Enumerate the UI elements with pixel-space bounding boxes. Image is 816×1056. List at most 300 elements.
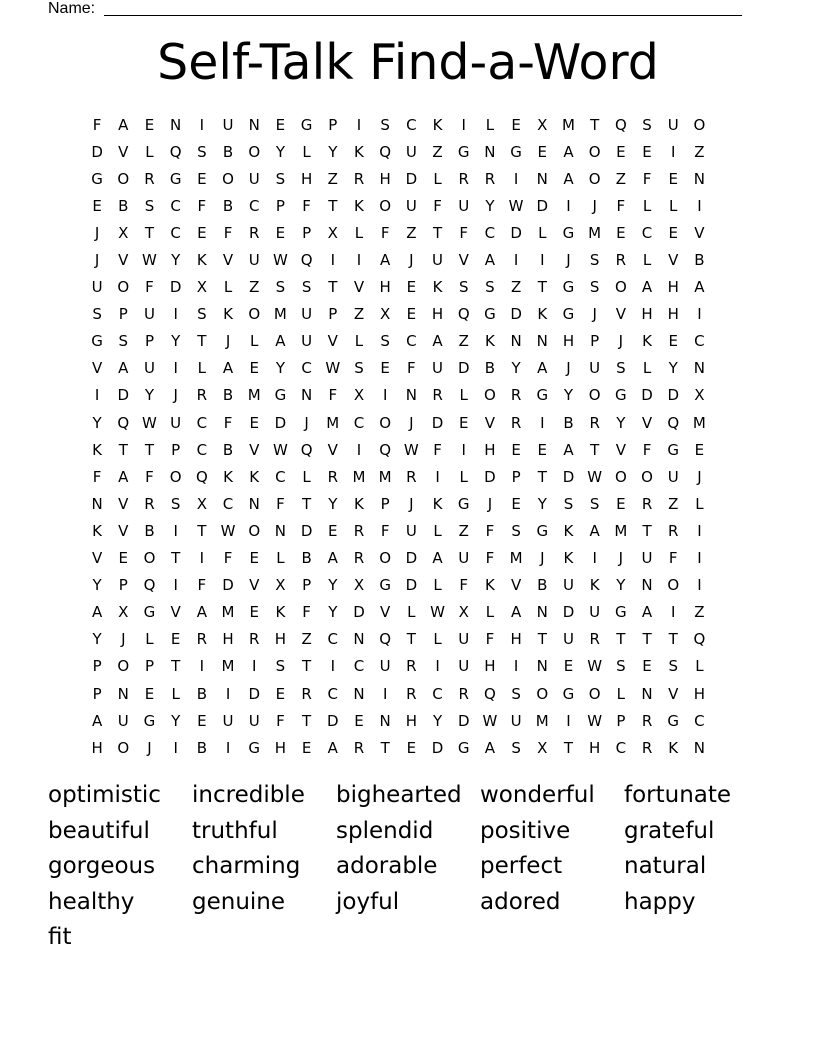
word-list-item: positive xyxy=(480,817,571,844)
grid-letter: N xyxy=(536,332,548,351)
grid-letter: H xyxy=(274,630,287,649)
grid-letter: J xyxy=(697,467,702,486)
grid-letter: Y xyxy=(328,576,338,595)
grid-letter: Y xyxy=(328,494,338,513)
grid-letter: D xyxy=(405,576,418,595)
grid-letter: T xyxy=(406,630,416,649)
grid-letter: Z xyxy=(249,278,260,297)
word-list-item: adored xyxy=(480,888,561,915)
grid-letter: N xyxy=(300,386,313,405)
grid-letter: D xyxy=(169,278,182,297)
grid-row xyxy=(84,246,713,273)
word-list-item: fit xyxy=(48,924,72,950)
grid-letter: I xyxy=(173,738,178,757)
grid-letter: U xyxy=(641,549,653,568)
grid-letter: D xyxy=(510,223,522,242)
grid-letter: W xyxy=(403,440,419,459)
grid-letter: T xyxy=(590,440,600,459)
grid-letter: K xyxy=(537,305,548,324)
grid-letter: O xyxy=(169,467,182,486)
grid-letter: B xyxy=(196,684,207,703)
grid-letter: C xyxy=(301,359,312,378)
grid-letter: M xyxy=(273,305,287,324)
grid-letter: N xyxy=(274,521,287,540)
grid-letter: Y xyxy=(171,251,181,270)
grid-letter: D xyxy=(667,386,679,405)
grid-letter: O xyxy=(248,305,261,324)
grid-letter: U xyxy=(301,305,313,324)
grid-letter: I xyxy=(356,251,362,270)
grid-letter: C xyxy=(641,223,653,242)
grid-letter: A xyxy=(275,332,286,351)
grid-letter: U xyxy=(458,657,470,676)
grid-letter: Q xyxy=(379,440,392,459)
grid-letter: R xyxy=(668,521,679,540)
grid-letter: V xyxy=(327,440,338,459)
grid-letter: T xyxy=(328,278,338,297)
grid-letter: U xyxy=(117,711,129,730)
grid-letter: S xyxy=(301,278,312,297)
grid-letter: F xyxy=(276,494,285,513)
grid-letter: A xyxy=(118,115,129,134)
grid-letter: V xyxy=(118,142,129,161)
grid-letter: U xyxy=(562,630,574,649)
grid-letter: N xyxy=(353,684,365,703)
grid-letter: U xyxy=(458,196,470,215)
grid-row xyxy=(84,355,713,382)
grid-letter: W xyxy=(142,413,157,432)
grid-letter: R xyxy=(615,251,627,270)
grid-letter: E xyxy=(118,549,129,568)
grid-letter: O xyxy=(588,684,601,703)
grid-letter: F xyxy=(459,223,469,242)
grid-letter: C xyxy=(222,494,234,513)
grid-letter: A xyxy=(432,549,443,568)
grid-letter: T xyxy=(642,630,652,649)
grid-letter: P xyxy=(328,305,338,324)
grid-letter: I xyxy=(173,521,178,540)
grid-letter: H xyxy=(431,305,444,324)
grid-letter: E xyxy=(668,332,678,351)
word-list-item: beautiful xyxy=(48,817,150,844)
grid-letter: P xyxy=(380,494,390,513)
grid-letter: K xyxy=(196,251,207,270)
grid-letter: Z xyxy=(432,142,443,161)
grid-letter: X xyxy=(694,386,705,405)
grid-letter: F xyxy=(197,196,207,215)
grid-letter: N xyxy=(117,684,129,703)
grid-row xyxy=(84,219,713,246)
grid-letter: A xyxy=(484,738,496,757)
grid-letter: X xyxy=(353,386,365,405)
grid-letter: W xyxy=(220,521,236,540)
grid-letter: I xyxy=(330,657,335,676)
grid-letter: K xyxy=(354,142,364,161)
grid-letter: U xyxy=(589,359,601,378)
grid-letter: U xyxy=(379,657,391,676)
grid-letter: Z xyxy=(668,494,679,513)
grid-letter: J xyxy=(618,549,624,568)
grid-letter: N xyxy=(693,738,706,757)
grid-letter: H xyxy=(274,738,287,757)
grid-letter: N xyxy=(405,386,417,405)
grid-letter: O xyxy=(379,413,392,432)
word-list-item: joyful xyxy=(336,888,400,915)
grid-letter: Y xyxy=(668,359,678,378)
grid-letter: O xyxy=(379,549,392,568)
grid-letter: A xyxy=(222,359,234,378)
grid-letter: L xyxy=(276,549,285,568)
word-list-item: adorable xyxy=(336,853,438,879)
grid-letter: T xyxy=(144,440,155,459)
grid-letter: P xyxy=(92,657,102,676)
grid-letter: D xyxy=(431,738,444,757)
grid-letter: T xyxy=(432,223,443,242)
grid-letter: W xyxy=(272,251,288,270)
grid-letter: F xyxy=(197,576,207,595)
grid-letter: E xyxy=(616,142,626,161)
grid-letter: I xyxy=(461,115,466,134)
grid-letter: I xyxy=(330,251,335,270)
grid-letter: B xyxy=(222,142,234,161)
word-list-item: truthful xyxy=(192,817,278,844)
grid-letter: M xyxy=(221,657,235,676)
grid-letter: P xyxy=(302,223,312,242)
grid-letter: R xyxy=(406,467,417,486)
grid-letter: H xyxy=(300,169,313,188)
grid-letter: A xyxy=(91,711,103,730)
grid-letter: N xyxy=(641,684,653,703)
grid-letter: K xyxy=(275,603,286,622)
grid-letter: S xyxy=(589,278,600,297)
grid-letter: R xyxy=(458,169,469,188)
grid-letter: E xyxy=(92,196,102,215)
grid-letter: E xyxy=(380,359,390,378)
grid-letter: U xyxy=(458,549,470,568)
grid-letter: G xyxy=(457,494,470,513)
grid-letter: F xyxy=(485,521,495,540)
grid-letter: H xyxy=(91,738,103,757)
grid-row xyxy=(84,111,713,138)
grid-letter: I xyxy=(252,657,257,676)
grid-letter: V xyxy=(222,251,234,270)
grid-letter: A xyxy=(484,251,496,270)
grid-letter: Q xyxy=(693,630,706,649)
grid-letter: U xyxy=(458,630,470,649)
grid-row xyxy=(84,707,713,734)
grid-letter: D xyxy=(562,603,575,622)
grid-letter: R xyxy=(458,684,469,703)
grid-letter: E xyxy=(406,278,417,297)
grid-letter: T xyxy=(616,630,626,649)
grid-letter: E xyxy=(275,223,286,242)
grid-letter: U xyxy=(510,711,522,730)
grid-letter: U xyxy=(91,278,103,297)
grid-letter: B xyxy=(196,738,207,757)
grid-letter: F xyxy=(92,115,102,134)
grid-letter: L xyxy=(433,630,442,649)
grid-letter: W xyxy=(430,603,445,622)
grid-letter: N xyxy=(693,169,706,188)
grid-letter: X xyxy=(537,738,548,757)
grid-letter: T xyxy=(302,711,312,730)
grid-letter: U xyxy=(405,521,417,540)
grid-letter: S xyxy=(511,738,521,757)
word-list-item: happy xyxy=(624,888,696,915)
grid-letter: K xyxy=(563,521,574,540)
grid-letter: D xyxy=(300,521,313,540)
grid-letter: X xyxy=(196,278,207,297)
grid-letter: N xyxy=(536,657,548,676)
grid-letter: I xyxy=(566,196,571,215)
grid-letter: N xyxy=(170,115,182,134)
grid-letter: U xyxy=(170,413,182,432)
grid-letter: P xyxy=(118,576,128,595)
grid-letter: Z xyxy=(694,142,705,161)
grid-letter: E xyxy=(406,738,417,757)
grid-letter: R xyxy=(353,169,365,188)
grid-letter: S xyxy=(197,142,207,161)
grid-letter: E xyxy=(511,440,521,459)
name-underline[interactable] xyxy=(104,15,742,16)
grid-letter: K xyxy=(92,521,103,540)
grid-letter: H xyxy=(484,657,496,676)
grid-letter: H xyxy=(484,440,496,459)
grid-letter: D xyxy=(510,305,522,324)
grid-letter: T xyxy=(197,521,207,540)
grid-letter: O xyxy=(117,169,130,188)
grid-letter: O xyxy=(248,521,261,540)
grid-letter: U xyxy=(248,251,260,270)
grid-letter: C xyxy=(694,332,705,351)
grid-letter: O xyxy=(588,386,601,405)
grid-letter: W xyxy=(142,251,157,270)
grid-row xyxy=(84,274,713,301)
grid-letter: E xyxy=(301,738,312,757)
grid-letter: O xyxy=(667,576,680,595)
grid-letter: R xyxy=(641,738,653,757)
grid-letter: G xyxy=(615,603,627,622)
grid-letter: B xyxy=(222,196,234,215)
grid-letter: H xyxy=(510,630,522,649)
grid-letter: A xyxy=(91,603,103,622)
grid-letter: C xyxy=(694,711,705,730)
grid-letter: J xyxy=(487,494,493,513)
grid-letter: Y xyxy=(537,494,547,513)
grid-letter: O xyxy=(641,467,653,486)
grid-letter: E xyxy=(616,494,626,513)
grid-letter: L xyxy=(171,684,180,703)
grid-letter: E xyxy=(537,440,548,459)
grid-row xyxy=(84,572,713,599)
grid-letter: F xyxy=(433,440,442,459)
grid-letter: J xyxy=(121,630,126,649)
grid-letter: Q xyxy=(300,440,313,459)
grid-letter: Y xyxy=(511,359,521,378)
grid-letter: E xyxy=(406,305,417,324)
grid-letter: R xyxy=(144,494,155,513)
grid-letter: M xyxy=(692,413,706,432)
grid-letter: A xyxy=(327,738,338,757)
grid-letter: T xyxy=(380,738,390,757)
grid-letter: L xyxy=(302,142,311,161)
grid-letter: Y xyxy=(275,142,285,161)
grid-letter: E xyxy=(170,630,181,649)
grid-letter: C xyxy=(196,413,208,432)
grid-letter: S xyxy=(511,684,521,703)
grid-row xyxy=(84,301,713,328)
grid-letter: D xyxy=(91,142,103,161)
grid-letter: E xyxy=(354,711,364,730)
grid-letter: H xyxy=(405,711,417,730)
word-list-item: gorgeous xyxy=(48,853,156,879)
grid-letter: F xyxy=(616,196,626,215)
grid-letter: B xyxy=(144,521,155,540)
grid-letter: E xyxy=(642,657,652,676)
grid-letter: G xyxy=(562,305,575,324)
grid-letter: Y xyxy=(171,332,181,351)
grid-letter: U xyxy=(143,359,155,378)
grid-letter: H xyxy=(641,305,653,324)
grid-letter: H xyxy=(562,332,575,351)
grid-letter: U xyxy=(248,711,260,730)
grid-letter: J xyxy=(566,359,571,378)
grid-letter: K xyxy=(354,494,364,513)
grid-row xyxy=(84,192,713,219)
grid-letter: K xyxy=(668,738,679,757)
grid-letter: I xyxy=(199,657,205,676)
grid-letter: L xyxy=(669,196,678,215)
grid-letter: R xyxy=(641,711,653,730)
grid-letter: E xyxy=(458,413,469,432)
grid-letter: J xyxy=(409,494,414,513)
grid-letter: I xyxy=(435,657,440,676)
word-list-item: perfect xyxy=(480,853,563,879)
grid-letter: D xyxy=(405,549,418,568)
grid-letter: E xyxy=(537,142,548,161)
grid-letter: R xyxy=(353,549,365,568)
grid-letter: U xyxy=(248,169,260,188)
grid-letter: I xyxy=(199,115,205,134)
grid-letter: A xyxy=(563,142,574,161)
grid-row xyxy=(84,653,713,680)
grid-letter: N xyxy=(536,169,548,188)
grid-letter: S xyxy=(144,196,155,215)
word-list-item: splendid xyxy=(336,817,434,844)
grid-letter: N xyxy=(248,494,260,513)
grid-letter: K xyxy=(223,467,233,486)
grid-letter: J xyxy=(225,332,231,351)
grid-letter: I xyxy=(697,196,702,215)
grid-letter: R xyxy=(196,386,208,405)
grid-letter: C xyxy=(406,332,417,351)
grid-letter: U xyxy=(222,711,234,730)
grid-letter: K xyxy=(432,278,443,297)
grid-letter: V xyxy=(380,603,391,622)
grid-letter: I xyxy=(173,305,178,324)
grid-letter: P xyxy=(171,440,181,459)
grid-letter: C xyxy=(432,684,443,703)
grid-row xyxy=(84,626,713,653)
grid-letter: L xyxy=(197,359,207,378)
grid-letter: Q xyxy=(379,630,392,649)
grid-letter: C xyxy=(327,684,339,703)
grid-letter: V xyxy=(118,521,129,540)
grid-letter: B xyxy=(301,549,312,568)
grid-letter: T xyxy=(302,657,312,676)
grid-letter: D xyxy=(117,386,130,405)
grid-letter: O xyxy=(614,278,627,297)
grid-letter: D xyxy=(484,467,496,486)
grid-letter: L xyxy=(459,386,468,405)
grid-letter: A xyxy=(432,332,443,351)
grid-letter: H xyxy=(589,738,601,757)
grid-letter: K xyxy=(354,196,364,215)
grid-letter: G xyxy=(562,278,575,297)
grid-letter: I xyxy=(382,684,388,703)
grid-letter: S xyxy=(197,305,207,324)
grid-letter: O xyxy=(379,196,392,215)
grid-letter: O xyxy=(222,169,234,188)
grid-letter: O xyxy=(248,142,261,161)
grid-letter: Q xyxy=(484,684,496,703)
grid-letter: K xyxy=(484,332,495,351)
grid-letter: V xyxy=(668,684,679,703)
grid-letter: N xyxy=(536,603,548,622)
grid-letter: V xyxy=(353,278,365,297)
grid-letter: E xyxy=(249,359,259,378)
grid-letter: Z xyxy=(458,332,469,351)
grid-letter: A xyxy=(327,549,338,568)
grid-letter: X xyxy=(537,115,548,134)
grid-letter: V xyxy=(694,223,705,242)
grid-letter: J xyxy=(94,223,100,242)
grid-letter: G xyxy=(169,169,182,188)
grid-letter: L xyxy=(616,684,626,703)
grid-letter: F xyxy=(380,223,390,242)
grid-letter: G xyxy=(667,711,680,730)
grid-letter: K xyxy=(223,305,233,324)
grid-letter: F xyxy=(380,521,390,540)
grid-letter: A xyxy=(118,467,129,486)
grid-letter: G xyxy=(91,332,103,351)
word-list-item: fortunate xyxy=(624,782,732,808)
grid-letter: V xyxy=(249,440,260,459)
grid-letter: S xyxy=(118,332,129,351)
grid-letter: I xyxy=(671,142,676,161)
grid-letter: T xyxy=(563,738,574,757)
grid-letter: D xyxy=(353,603,365,622)
grid-letter: E xyxy=(197,169,207,188)
grid-letter: N xyxy=(353,630,365,649)
grid-letter: R xyxy=(249,223,260,242)
grid-letter: C xyxy=(170,223,181,242)
grid-letter: R xyxy=(406,657,417,676)
grid-letter: F xyxy=(642,169,652,188)
grid-letter: X xyxy=(380,305,391,324)
grid-letter: I xyxy=(225,684,231,703)
grid-row xyxy=(84,599,713,626)
grid-letter: Q xyxy=(117,413,130,432)
grid-letter: S xyxy=(92,305,102,324)
grid-letter: X xyxy=(353,576,365,595)
grid-letter: S xyxy=(275,169,286,188)
grid-letter: S xyxy=(275,278,286,297)
grid-letter: J xyxy=(592,305,597,324)
grid-letter: A xyxy=(118,359,129,378)
grid-letter: U xyxy=(589,603,601,622)
grid-letter: F xyxy=(145,278,154,297)
